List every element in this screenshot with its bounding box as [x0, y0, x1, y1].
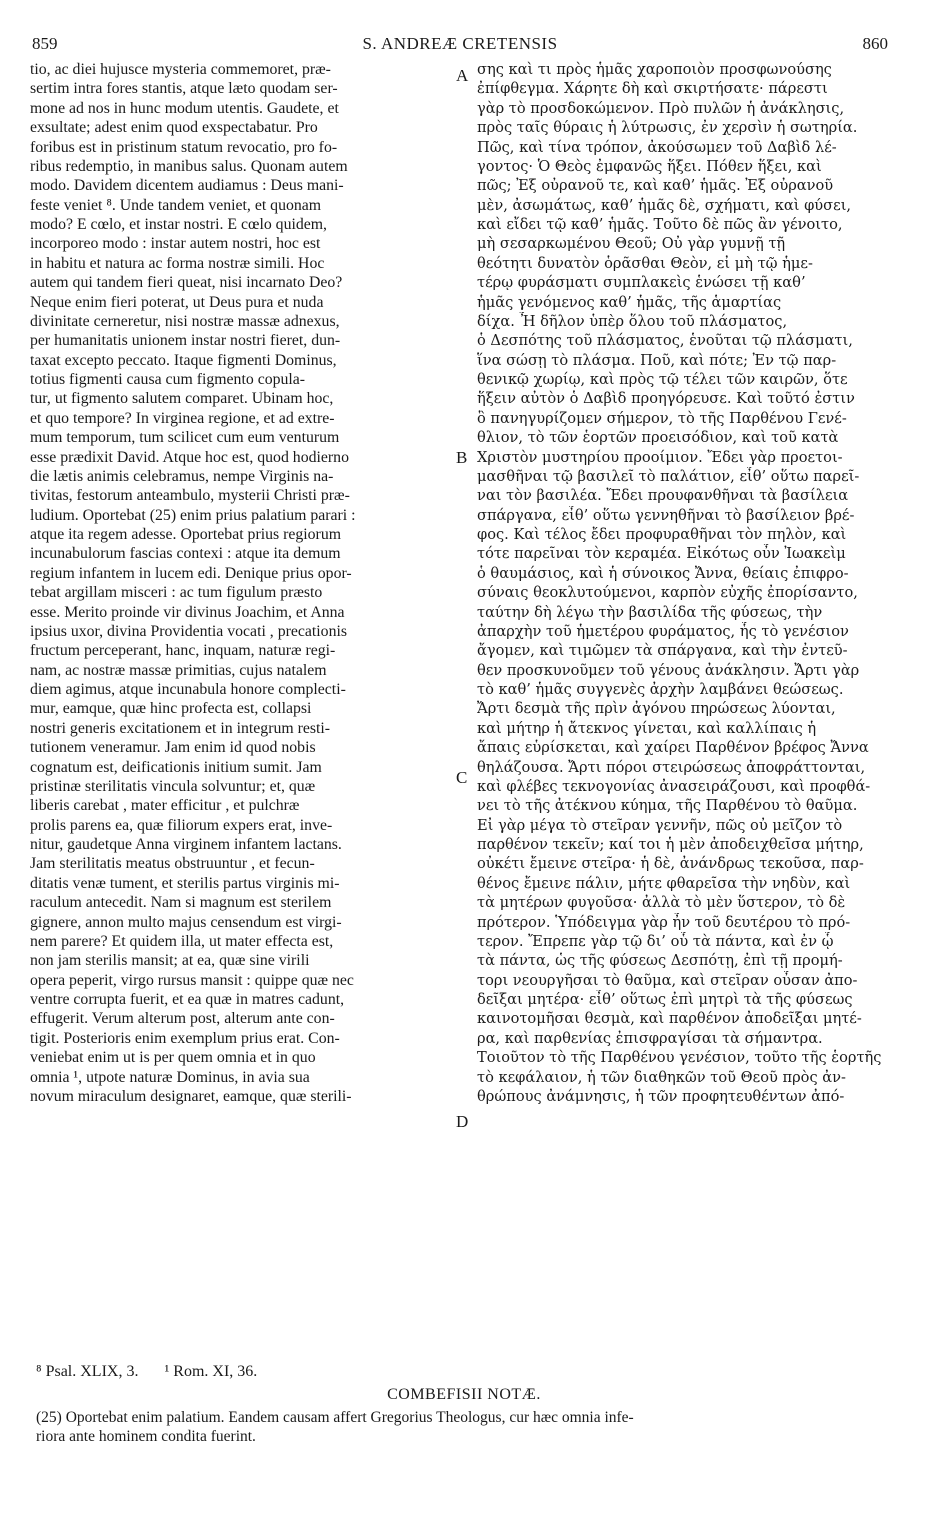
latin-text-line: ribus redemptio, in manibus salus. Quonam autem [30, 157, 348, 175]
greek-column [477, 60, 893, 1106]
greek-text-line: νει τὸ τῆς ἀτέκνου κύημα, τῆς Παρθένου τὸ θαῦμα. [477, 797, 858, 815]
greek-text-line: θενικῷ χωρίῳ, καὶ πρὸς τῷ τέλει τῶν καιρῶν, ὅτε [477, 371, 848, 388]
greek-text-line: τὰ μητέρων φυγοῦσα· ἀλλὰ τὸ μὲν ὕστερον, τὸ δὲ [477, 894, 846, 912]
latin-text-line: mur, eamque, quæ hinc profecta est, collapsi [30, 700, 312, 718]
latin-text-line: opera peperit, virgo rursus mansit : quippe quæ nec [30, 971, 354, 989]
margin-marker-c: C [456, 768, 468, 787]
latin-text-line: fructum perceperant, hanc, inquam, naturæ regi- [30, 642, 336, 660]
greek-text-line: φος. Καὶ τέλος ἔδει προφυραθῆναι τὸν πηλὸν, καὶ [477, 526, 847, 543]
latin-text-line: Neque enim fieri poterat, ut Deus pura et nuda [30, 293, 324, 311]
latin-text-line: mone ad nos in hunc modum utentis. Gaudete, et [30, 99, 339, 117]
greek-text-line: πρὸς ταῖς θύραις ἡ λύτρωσις, ἐν χερσὶν ἡ σωτηρία. [477, 119, 858, 137]
greek-text-line: τέρῳ φυράσματι συμπλακεὶς ἑνώσει τῇ καθ’ [477, 274, 806, 292]
margin-marker-d: D [456, 1112, 469, 1131]
notes-body [36, 1408, 902, 1446]
latin-text-line: cognatum est, deificationis initium sumit. Jam [30, 758, 322, 776]
greek-text-line: οὐκέτι ἔμεινε στεῖρα· ἡ δὲ, ἀνάνδρως τεκοῦσα, παρ- [477, 855, 864, 873]
greek-text-line: καὶ εἴδει τῷ καθ’ ἡμᾶς. Τοῦτο δὲ πῶς ἂν γένοιτο, [477, 216, 843, 233]
latin-text-line: omnia ¹, utpote naturæ Dominus, in avia sua [30, 1068, 310, 1086]
latin-text-line: foribus est in pristinum statum revocatio, pro fo- [30, 138, 338, 156]
greek-text-line: ὃ πανηγυρίζομεν σήμερον, τὸ τῆς Παρθένου Γενέ- [477, 409, 847, 427]
greek-text-line: πρότερον. Ὑπόδειγμα γὰρ ἦν τοῦ δευτέρου τὸ πρό- [477, 913, 851, 931]
latin-text-line: incunabulorum fascias contexi : atque ita demum [30, 545, 341, 563]
page-number-left: 859 [32, 34, 58, 53]
greek-text-line: ὁ Δεσπότης τοῦ πλάσματος, ἑνοῦται τῷ πλάσματι, [477, 332, 853, 350]
greek-text-line: τὸ καθ’ ἡμᾶς συγγενὲς ἀρχὴν λαμβάνει θεώσεως. [477, 681, 844, 698]
greek-text-line: δίχα. Ἦ δῆλον ὑπὲρ ὅλου τοῦ πλάσματος, [477, 312, 788, 330]
greek-text-line: μασθῆναι τῷ βασιλεῖ τὸ παλάτιον, εἶθ’ οὕτω παρεῖ- [477, 467, 860, 485]
greek-text-line: καὶ φλέβες τεκνογονίας ἀνασειράζουσι, καὶ προφθά- [477, 777, 871, 795]
latin-column [30, 60, 452, 1106]
latin-text-line: in habitu et natura ac forma nostræ simili. Hoc [30, 254, 325, 272]
note-text-line: (25) Oportebat enim palatium. Eandem causam affert Gregorius Theologus, cur hæc omnia infe- [36, 1409, 634, 1426]
latin-text-line: nam, ac nostræ massæ primitias, cujus natalem [30, 661, 327, 679]
latin-text-line: tigit. Posterioris enim exemplum prius erat. Con- [30, 1029, 340, 1047]
latin-text-line: veniebat enim ut is per quem omnia et in quo [30, 1049, 316, 1067]
latin-text-line: taxat excepto peccato. Itaque figmenti Dominus, [30, 351, 337, 369]
latin-text-line: novum miraculum designaret, eamque, quæ sterili- [30, 1087, 352, 1105]
latin-text-line: ditatis venæ tument, et sterilis partus virginis mi- [30, 874, 340, 892]
latin-text-line: regium infantem in lucem edi. Denique prius opor- [30, 564, 352, 582]
latin-text-line: nitur, gaudetque Anna virginem infantem lactans. [30, 836, 342, 853]
latin-text-line: pristinæ sterilitatis vincula solvuntur; et, quæ [30, 777, 316, 795]
latin-text-line: nostri generis excitationem et in integrum resti- [30, 719, 331, 737]
greek-text-line: ταύτην δὴ λέγω τὴν βασιλίδα τῆς φύσεως, τὴν [477, 603, 823, 621]
latin-text-line: tivitas, festorum anteambulo, mysterii Christi præ- [30, 487, 350, 505]
greek-text-line: Εἰ γὰρ μέγα τὸ στεῖραν γεννῆν, πῶς οὐ μεῖζον τὸ [477, 816, 843, 834]
greek-text-line: δεῖξαι μητέρα· εἶθ’ οὕτως ἐπὶ μητρὶ τὰ τῆς φύσεως [477, 991, 853, 1008]
latin-text-line: non jam sterilis mansit; at ea, quæ sine virili [30, 952, 310, 970]
greek-text-line: παρθένον τεκεῖν; καί τοι ἡ μὲν ἀποδειχθεῖσα μήτηρ, [477, 836, 864, 853]
greek-text-line: καινοτομῆσαι θεσμὰ, καὶ παρθένον ἀποδεῖξαι μητέ- [477, 1010, 862, 1028]
latin-text-line: ludium. Oportebat (25) enim prius palatium parari : [30, 506, 356, 524]
margin-marker-a: A [456, 66, 469, 85]
greek-text-line: θρώπους ἀνάμνησις, ἡ τῶν προφητευθέντων ἀπό- [477, 1087, 845, 1105]
greek-text-line: τερον. Ἔπρεπε γὰρ τῷ δι’ οὗ τὰ πάντα, καὶ ἐν ᾧ [477, 932, 834, 950]
greek-text-line: ἀπαρχὴν τοῦ ἡμετέρου φυράματος, ἧς τὸ γενέσιον [477, 622, 849, 640]
latin-text-line: atque ita regem adesse. Oportebat prius regiorum [30, 526, 342, 543]
latin-text-line: sertim intra fores stantis, atque læto quodam ser- [30, 80, 338, 98]
greek-text-line: Χριστὸν μυστηρίου προοίμιον. Ἔδει γὰρ προετοι- [477, 448, 843, 466]
greek-text-line: σπάργανα, εἶθ’ οὕτω γεννηθῆναι τὸ βασίλειον βρέ- [477, 506, 855, 524]
latin-text-line: die lætis animis celebramus, nempe Virginis na- [30, 467, 334, 485]
greek-text-line: θλιον, τὸ τῶν ἑορτῶν προεισόδιον, καὶ τοῦ κατὰ [477, 429, 839, 447]
greek-text-line: καὶ μήτηρ ἡ ἄτεκνος γίνεται, καὶ καλλίπαις ἡ [477, 719, 817, 737]
latin-text-line: divinitate cerneretur, nisi nostræ massæ adnexus, [30, 312, 340, 330]
latin-text-line: prolis parens ea, quæ filiorum expers erat, inve- [30, 816, 333, 834]
greek-text-line: Ἄρτι δεσμὰ τῆς πρὶν ἀγόνου πηρώσεως λύονται, [477, 700, 836, 718]
greek-text-line: Πῶς, καὶ τίνα τρόπον, ἀκούσωμεν τοῦ Δαβὶδ λέ- [477, 138, 837, 156]
latin-text-line: exsultate; adest enim quod exspectabatur. Pro [30, 119, 318, 137]
latin-text-line: totius figmenti causa cum figmento copula- [30, 371, 306, 388]
latin-text-line: tur, ut figmento salutem comparet. Ubinam hoc, [30, 390, 334, 408]
greek-text-line: γὰρ τὸ προσδοκώμενον. Πρὸ πυλῶν ἡ ἀνάκλησις, [477, 99, 845, 117]
greek-text-line: γοντος· Ὁ Θεὸς ἐμφανῶς ἥξει. Πόθεν ἥξει, καὶ [477, 157, 822, 175]
latin-text-line: tebat argillam misceri : ac tum figulum præsto [30, 584, 323, 602]
latin-text-line: tio, ac diei hujusce mysteria commemoret, præ- [30, 61, 331, 78]
latin-text-line: ventre corrupta fuerit, et ea quæ in matres cadunt, [30, 991, 345, 1008]
notes-title: COMBEFISII NOTÆ. [387, 1386, 541, 1403]
latin-text-line: raculum antecedit. Nam si magnum est sterilem [30, 894, 332, 912]
latin-text-line: Jam sterilitatis meatus obstruuntur , et fecun- [30, 855, 315, 873]
latin-text-line: feste veniet ⁸. Unde tandem veniet, et quonam [30, 196, 322, 214]
latin-text-line: modo? E cœlo, et instar nostri. E cœlo quidem, [30, 216, 328, 233]
latin-text-line: gignere, annon multo majus censendum est virgi- [30, 913, 342, 931]
page-header [32, 34, 888, 60]
greek-text-line: ναι τὸν βασιλέα. Ἔδει προυφανθῆναι τὰ βασίλεια [477, 487, 849, 505]
latin-text-line: nem parere? Et quidem illa, ut mater effecta est, [30, 932, 334, 950]
greek-text-line: ὁ θαυμάσιος, καὶ ἡ σύνοικος Ἄννα, θείαις ἐπιφρο- [477, 564, 849, 582]
greek-text-line: πῶς; Ἐξ οὐρανοῦ τε, καὶ καθ’ ἡμᾶς. Ἐξ οὐρανοῦ [477, 177, 834, 195]
greek-text-line: σης καὶ τι πρὸς ἡμᾶς χαροποιὸν προσφωνούσης [477, 61, 832, 78]
footnote: ¹ Rom. XI, 36. [164, 1363, 258, 1380]
margin-marker-b: B [456, 448, 468, 467]
latin-text-line: autem qui tandem fieri queat, nisi incarnato Deo? [30, 274, 343, 292]
greek-text-line: τότε παρεῖναι τὸν κεραμέα. Εἰκότως οὖν Ἰωακεὶμ [477, 545, 846, 563]
note-text-line: riora ante hominem condita fuerint. [36, 1428, 256, 1445]
greek-text-line: ἵνα σώσῃ τὸ πλάσμα. Ποῦ, καὶ πότε; Ἐν τῷ παρ- [477, 351, 837, 369]
greek-text-line: ἄγομεν, καὶ τιμῶμεν τὰ σπάργανα, καὶ τὴν ἐντεῦ- [477, 642, 848, 660]
latin-text-line: et quo tempore? In virginea regione, et ad extre- [30, 409, 335, 427]
latin-text-line: ipsius uxor, divina Providentia vocati , precationis [30, 622, 348, 640]
latin-text-line: diem agimus, atque incunabula honore complecti- [30, 681, 346, 698]
greek-text-line: ρα, καὶ παρθενίας ἐπισφραγίσαι τὰ σήμαντρα. [477, 1029, 823, 1047]
greek-text-line: Τοιοῦτον τὸ τῆς Παρθένου γενέσιον, τοῦτο τῆς ἑορτῆς [477, 1049, 882, 1067]
running-title: S. ANDREÆ CRETENSIS [362, 34, 558, 53]
greek-text-line: ἥξειν αὐτὸν ὁ Δαβὶδ προηγόρευσε. Καὶ τοῦτό ἐστιν [477, 390, 855, 408]
greek-text-line: θένος ἔμεινε πάλιν, μήτε φθαρεῖσα τὴν νηδὺν, καὶ [477, 874, 851, 892]
footnote: ⁸ Psal. XLIX, 3. [36, 1363, 139, 1380]
greek-text-line: τὸ κεφάλαιον, ἡ τῶν διαθηκῶν τοῦ Θεοῦ πρὸς ἀν- [477, 1068, 846, 1086]
greek-text-line: μὴ σεσαρκωμένου Θεοῦ; Οὐ γὰρ γυμνῇ τῇ [477, 235, 786, 253]
latin-text-line: effugerit. Verum alterum post, alterum ante con- [30, 1010, 335, 1028]
latin-text-line: mum temporum, tum scilicet cum eum venturum [30, 429, 340, 447]
latin-text-line: per humanitatis unionem instar nostri fieret, dun- [30, 332, 341, 350]
greek-text-line: σύναις θεοκλυτούμενοι, καρπὸν εὐχῆς ἐπορίσαντο, [477, 584, 858, 602]
greek-text-line: θεότητι δυνατὸν ὁρᾶσθαι Θεὸν, εἰ μὴ τῷ ἡμε- [477, 254, 813, 272]
greek-text-line: ἄπαις εὑρίσκεται, καὶ χαίρει Παρθένον βρέφος Ἄννα [477, 739, 869, 757]
latin-text-line: modo. Davidem dicentem audiamus : Deus mani- [30, 177, 344, 195]
greek-text-line: ἡμᾶς γενόμενος καθ’ ἡμᾶς, τῆς ἁμαρτίας [477, 293, 782, 311]
greek-text-line: τὰ πάντα, ὡς τῆς φύσεως Δεσπότῃ, ἐπὶ τῇ προμή- [477, 952, 843, 970]
greek-text-line: θηλάζουσα. Ἄρτι πόροι στειρώσεως ἀποφράττονται, [477, 758, 866, 776]
greek-text-line: θεν προσκυνοῦμεν τοῦ γένους ἀνάκλησιν. Ἄρτι γὰρ [477, 661, 860, 679]
footnotes [36, 1363, 279, 1381]
latin-text-line: liberis carebat , mater efficitur , et pulchræ [30, 797, 300, 815]
latin-text-line: tutionem veneramur. Jam enim id quod nobis [30, 739, 316, 757]
greek-text-line: τορι νεουργῆσαι τὸ θαῦμα, καὶ στεῖραν οὖσαν ἀπο- [477, 971, 858, 989]
greek-text-line: μὲν, ἀσωμάτως, καθ’ ἡμᾶς δὲ, σχήματι, καὶ φύσει, [477, 196, 852, 214]
latin-text-line: esse prædixit David. Atque hoc est, quod hodierno [30, 448, 349, 466]
page-number-right: 860 [862, 34, 888, 53]
latin-text-line: esse. Merito proinde vir divinus Joachim, et Anna [30, 603, 345, 621]
greek-text-line: ἐπίφθεγμα. Χάρητε δὴ καὶ σκιρτήσατε· πάρεστι [477, 80, 828, 98]
latin-text-line: incorporeo modo : instar autem nostri, hoc est [30, 235, 321, 253]
